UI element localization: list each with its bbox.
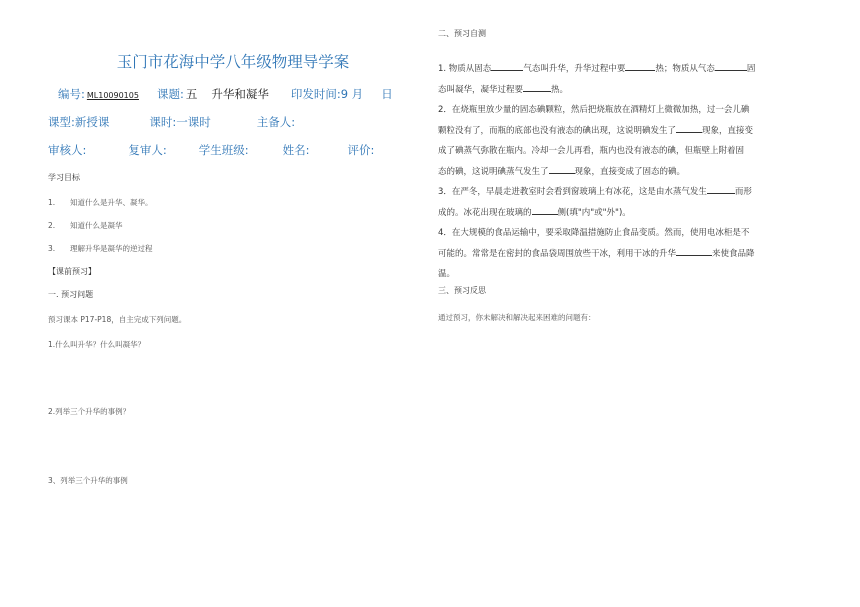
lesson-hours-value: 一课时: [176, 115, 211, 129]
preparer-label: 主备人:: [256, 115, 296, 129]
topic-label: 课题:: [156, 87, 184, 101]
preview-subheading: 一. 预习问题: [48, 290, 94, 299]
reflection-text: 通过预习，你未解决和解决起来困难的问题有：: [438, 312, 596, 322]
left-column: [48, 48, 418, 486]
answer-blank[interactable]: [707, 182, 735, 194]
answer-blank[interactable]: [625, 59, 655, 71]
goal-item-1: 1. 知道什么是升华、凝华。: [48, 198, 153, 207]
selftest-question-1: 1. 物质从固态 气态叫升华，升华过程中要 热；物质从气态 固 态叫凝华，凝华过程要 热。: [438, 59, 814, 100]
selftest-question-2: 2．在烧瓶里放少量的固态碘颗粒，然后把烧瓶放在酒精灯上微微加热，过一会儿碘 颗粒没有了，而瓶的底部也没有液态的碘出现，这说明碘发生了 现象，直接变 成了碘蒸气弥散在瓶内。冷却一会儿再看，瓶内也没有液态的碘，但瓶壁上附着固 态的碘，这说明碘蒸气发生了 现象，直接变成了固态的碘。: [438, 105, 754, 177]
class-label: 学生班级:: [198, 143, 249, 157]
lesson-type-label: 课型:: [48, 115, 75, 129]
preview-question-2: 2.列举三个升华的事例？: [48, 407, 131, 416]
auditor-label: 审核人:: [48, 143, 87, 157]
reviewer-label: 复审人:: [128, 143, 167, 157]
selftest-question-4: 4．在大规模的食品运输中，要采取降温措施防止食品变质。然而，使用电冰柜是不 可能的。常常是在密封的食品袋周围放些干冰，利用干冰的升华 来使食品降 温。: [438, 228, 755, 279]
lesson-hours-label: 课时:: [149, 115, 177, 129]
preview-instruction: 预习课本 P17-P18，自主完成下列问题。: [48, 315, 187, 324]
code-label: 编号:: [58, 87, 85, 101]
print-month: 9 月: [340, 87, 364, 101]
answer-blank[interactable]: [676, 121, 702, 133]
reflection-heading: 三、预习反思: [438, 285, 486, 295]
page-title: 玉门市花海中学八年级物理导学案: [116, 53, 350, 71]
selftest-heading: 二、预习自测: [438, 29, 486, 38]
answer-blank[interactable]: [491, 59, 523, 71]
answer-blank[interactable]: [676, 244, 712, 256]
answer-blank[interactable]: [523, 80, 551, 92]
answer-blank[interactable]: [549, 162, 575, 174]
answer-blank[interactable]: [532, 203, 558, 215]
print-time-label: 印发时间:: [290, 87, 341, 101]
name-label: 姓名:: [282, 143, 310, 157]
meta-row-3: [48, 142, 418, 170]
topic-name: 升华和凝华: [211, 87, 269, 101]
preview-heading: 【课前预习】: [48, 267, 96, 276]
goals-heading: 学习目标: [48, 173, 80, 182]
meta-row-1: [48, 86, 418, 114]
meta-row-2: [48, 114, 418, 142]
code-value: ML10090105: [86, 91, 139, 100]
goal-item-2: 2. 知道什么是凝华: [48, 221, 123, 230]
lesson-type-value: 新授课: [74, 115, 110, 129]
preview-question-3: 3、列举三个升华的事例: [48, 476, 128, 485]
right-column: [438, 29, 814, 323]
topic-number: 五: [185, 87, 198, 101]
print-day: 日: [381, 87, 393, 101]
evaluation-label: 评价:: [347, 143, 375, 157]
selftest-question-3: 3．在严冬，早晨走进教室时会看到窗玻璃上有冰花，这是由水蒸气发生 而形 成的。冰花出现在玻璃的 侧(填"内"或"外")。: [438, 182, 814, 223]
answer-blank[interactable]: [715, 59, 747, 71]
preview-question-1: 1.什么叫升华？什么叫凝华？: [48, 340, 146, 349]
goal-item-3: 3. 理解升华是凝华的逆过程: [48, 244, 153, 253]
